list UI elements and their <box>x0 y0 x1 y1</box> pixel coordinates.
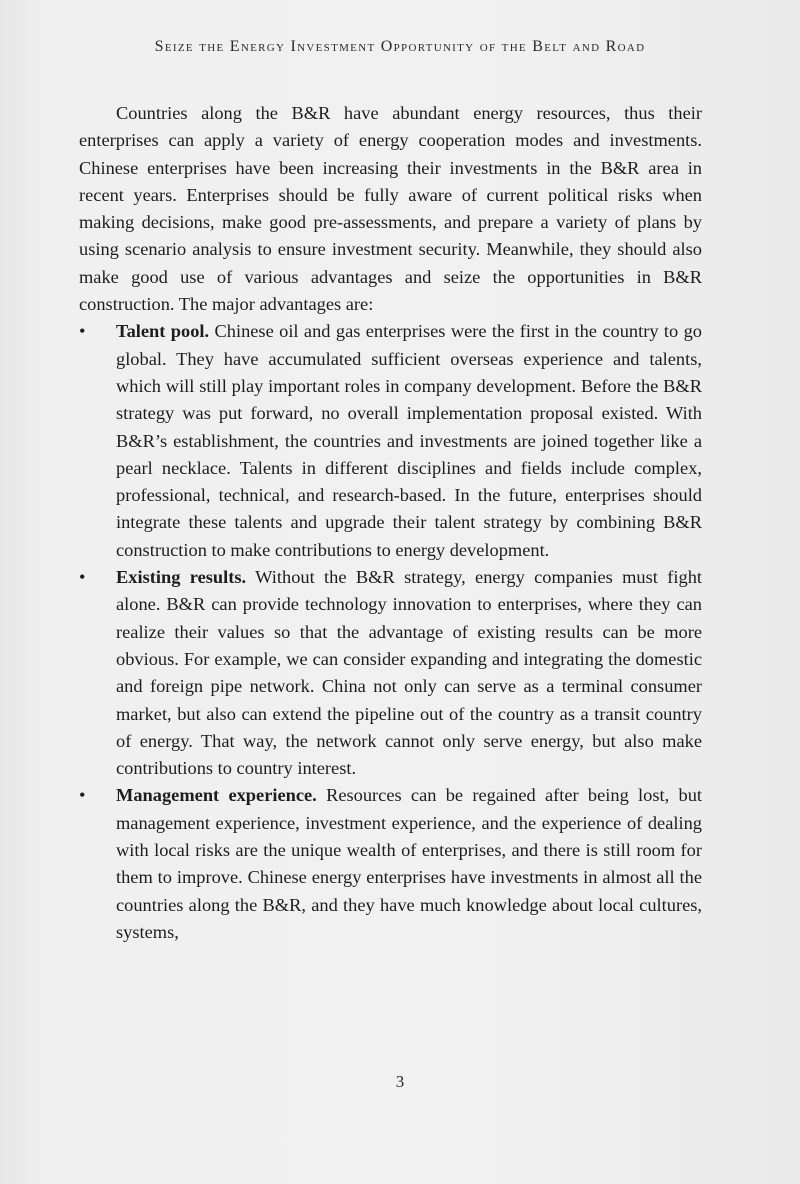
running-head: Seize the Energy Investment Opportunity of the Belt and Road <box>154 38 646 55</box>
bullet-management-experience <box>79 782 702 946</box>
bullet-text: Resources can be regained after being lost, but management experience, investment experience, and the experience of dealing with local risks are the unique wealth of enterprises, and there is still room for them to improve. Chinese energy enterprises have investments in almost all the countries along the B&R, and they have much knowledge about local cultures, systems, <box>116 785 703 942</box>
bullet-title: Management experience. <box>116 785 317 806</box>
intro-paragraph: Countries along the B&R have abundant energy resources, thus their enterprises can apply a variety of energy cooperation modes and investments. Chinese enterprises have been increasing their investments in the B&R area in recent years. Enterprises should be fully aware of current political risks when making decisions, make good pre-assessments, and prepare a variety of plans by using scenario analysis to ensure investment security. Meanwhile, they should also make good use of various advantages and seize the opportunities in B&R construction. The major advantages are: <box>79 103 702 315</box>
advantages-list <box>79 318 702 946</box>
bullet-text: Without the B&R strategy, energy companies must fight alone. B&R can provide technology innovation to enterprises, where they can realize their values so that the advantage of existing results can be more obvious. For example, we can consider expanding and integrating the domestic and foreign pipe network. China not only can serve as a terminal consumer market, but also can extend the pipeline out of the country as a transit country of energy. That way, the network cannot only serve energy, but also make contributions to country interest. <box>116 567 702 779</box>
bullet-text: Chinese oil and gas enterprises were the first in the country to go global. They have accumulated sufficient overseas experience and talents, which will still play important roles in company development. Before the B&R strategy was put forward, no overall implementation proposal existed. With B&R’s establishment, the countries and investments are joined together like a pearl necklace. Talents in different disciplines and fields include complex, professional, technical, and research-based. In the future, enterprises should integrate these talents and upgrade their talent strategy by combining B&R construction to make contributions to energy development. <box>116 321 702 560</box>
bullet-marker: • <box>79 567 86 588</box>
page-body <box>79 100 702 946</box>
bullet-title: Existing results. <box>116 567 247 588</box>
bullet-marker: • <box>79 321 86 342</box>
bullet-existing-results <box>79 564 702 782</box>
page-number: 3 <box>395 1072 405 1091</box>
bullet-talent-pool <box>79 318 702 564</box>
bullet-title: Talent pool. <box>116 321 210 342</box>
bullet-marker: • <box>79 785 86 806</box>
